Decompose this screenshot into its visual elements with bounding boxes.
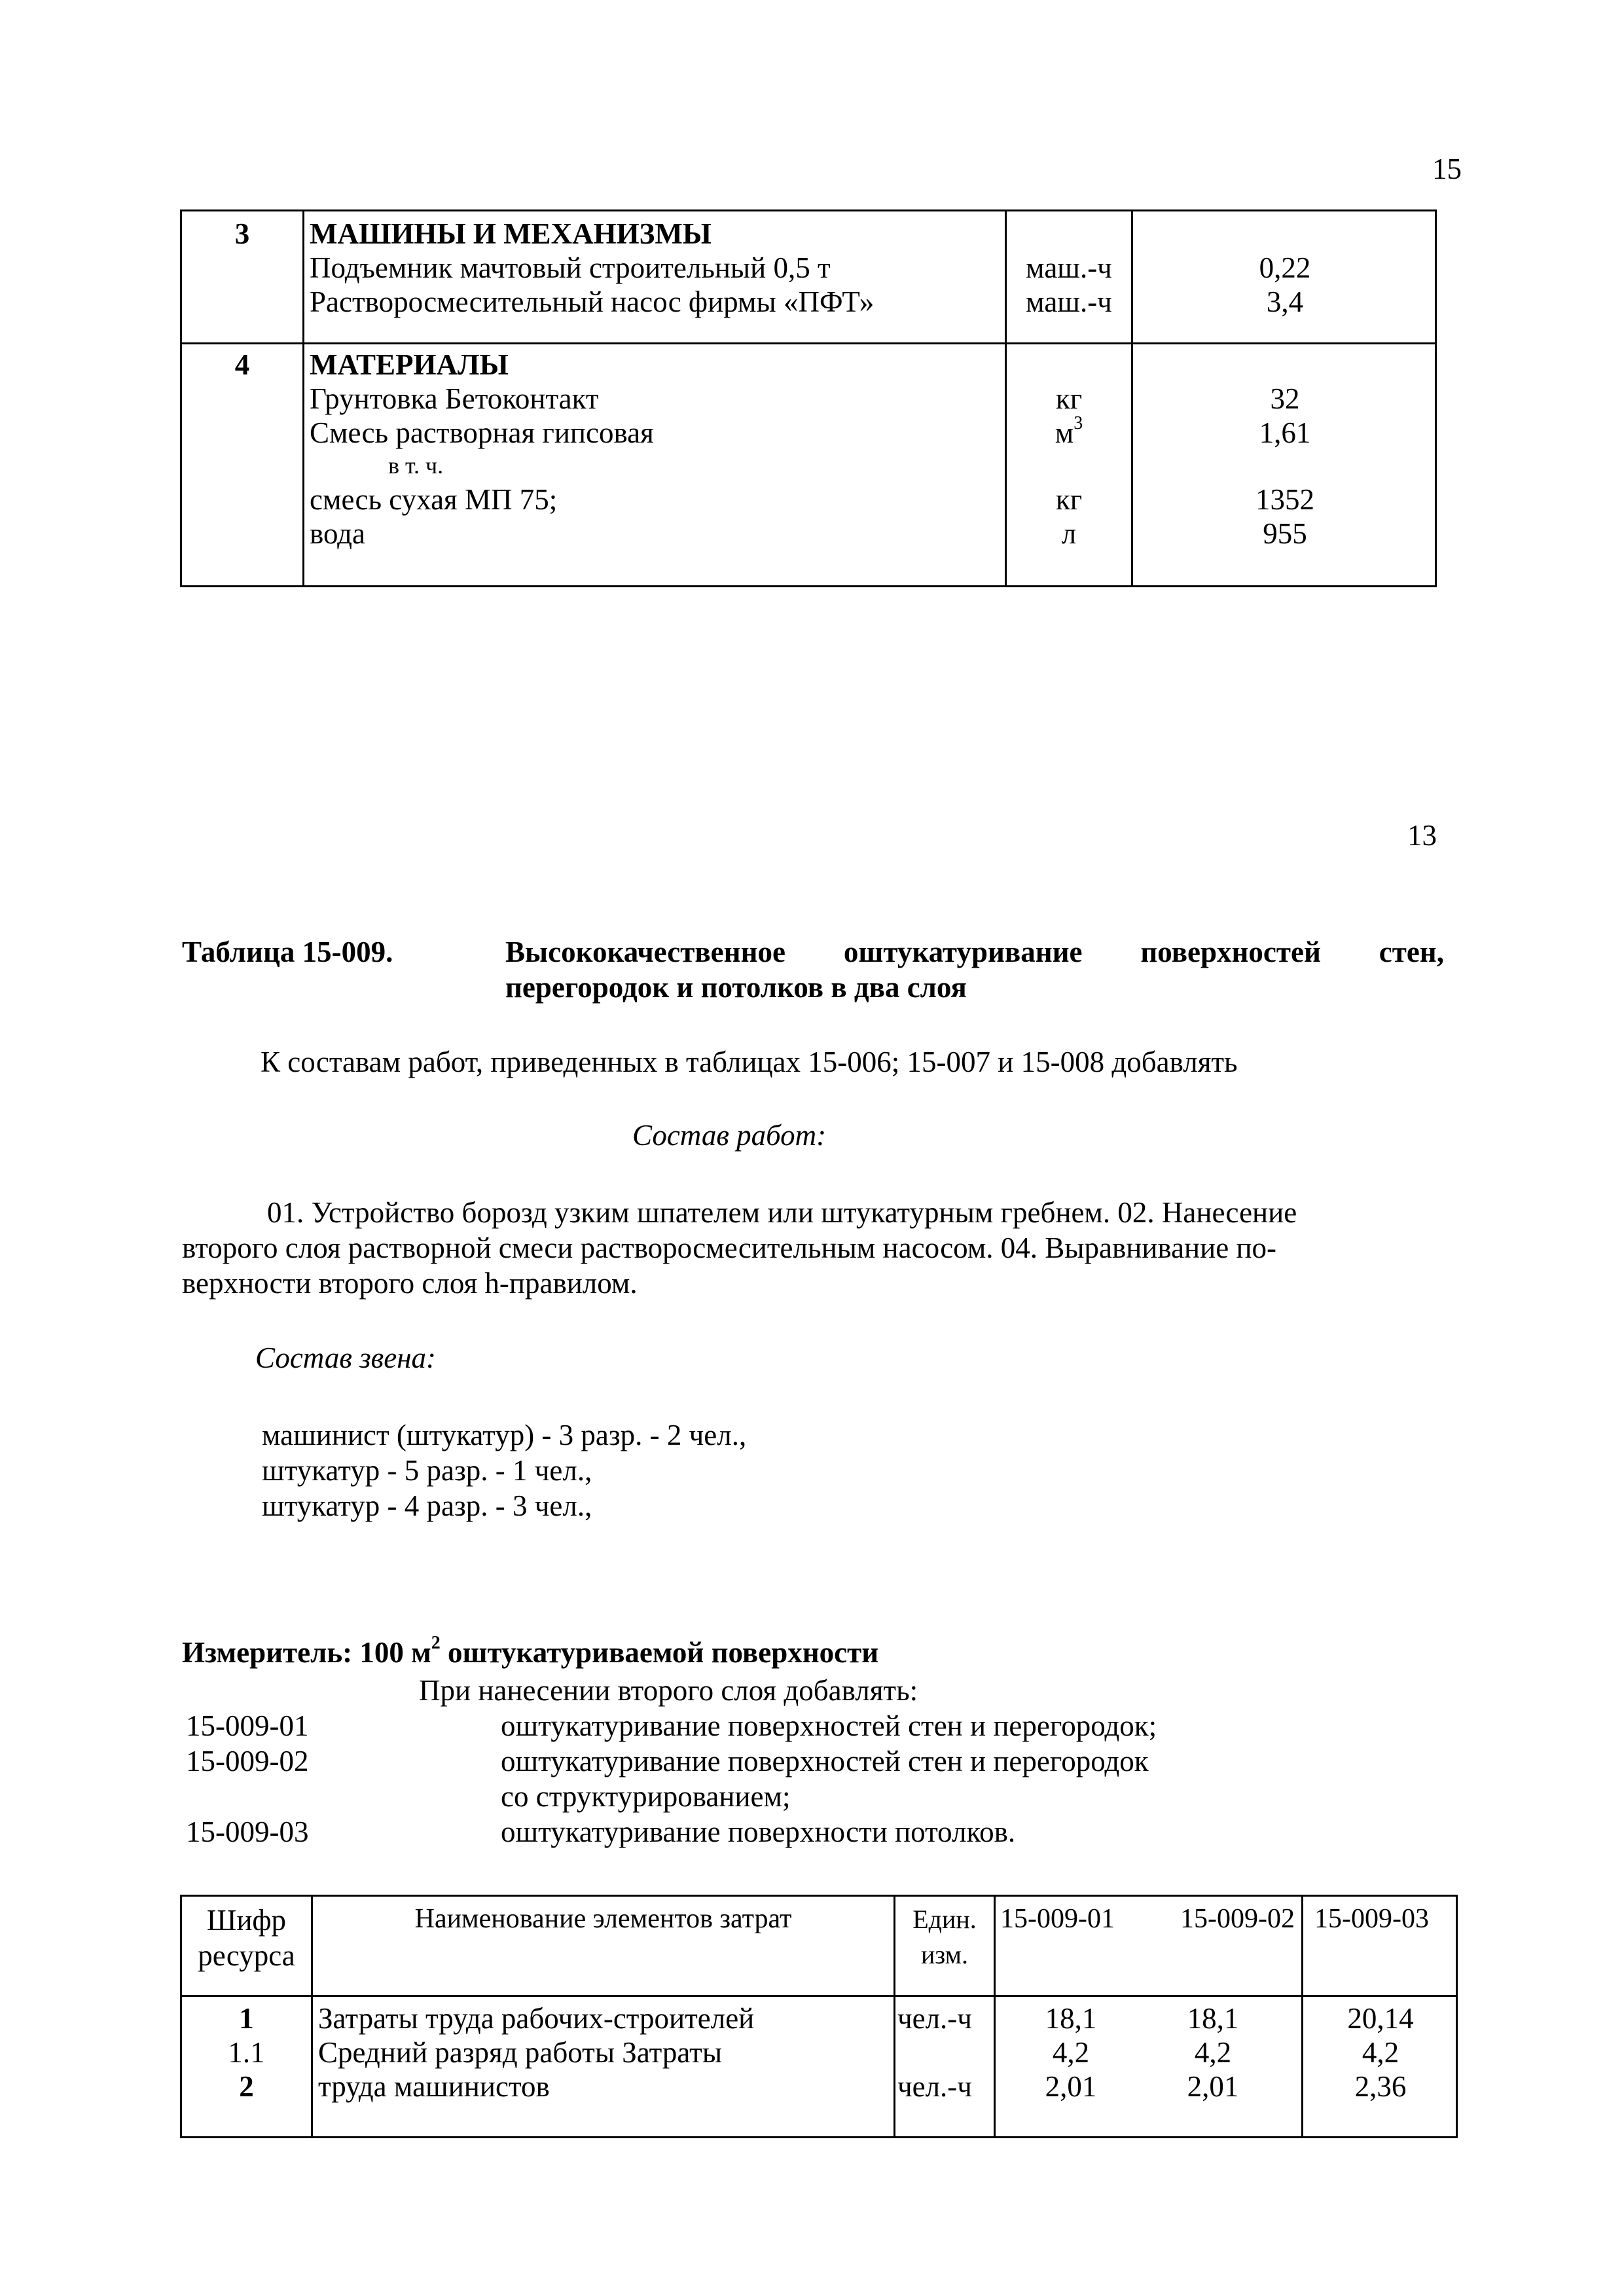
row-val-1: 18,1 [1045,2002,1097,2035]
resource-unit: кг [1055,382,1083,415]
table-divider [182,342,1435,344]
section-heading: МАШИНЫ И МЕХАНИЗМЫ [310,217,712,250]
resource-name: Подъемник мачтовый строительный 0,5 т [310,251,831,284]
header-unit-line1: Един. [912,1904,977,1934]
cost-table [180,1895,1458,2138]
work-text-line1: 01. Устройство борозд узким шпателем или штукатурным гребнем. 02. Нанесение [267,1196,1297,1229]
table-title-line1: Высококачественное оштукатуривание поверхностей стен, [505,936,1444,968]
page-number-mid: 13 [1407,819,1437,852]
table-divider [182,1995,1456,1997]
resource-name: Грунтовка Бетоконтакт [310,382,599,415]
crew-heading: Состав звена: [255,1341,436,1374]
row-name: Средний разряд работы Затраты [318,2036,723,2069]
resource-value: 1,61 [1259,416,1311,449]
row-unit: чел.-ч [897,2002,972,2035]
resource-value: 3,4 [1266,285,1304,318]
resources-table-top [180,210,1437,587]
code-description: оштукатуривание поверхностей стен и перегородок; [501,1709,1157,1742]
code-description: оштукатуривание поверхностей стен и перегородок [501,1745,1149,1777]
table-title-line2: перегородок и потолков в два слоя [505,971,967,1004]
crew-item: машинист (штукатур) - 3 разр. - 2 чел., [262,1419,747,1451]
resource-unit: кг [1055,483,1083,516]
row-val-3: 4,2 [1362,2036,1399,2069]
header-name: Наименование элементов затрат [414,1904,792,1934]
table-divider [302,211,304,585]
meter-line: Измеритель: 100 $м^2$ оштукатуриваемой поверхности [182,1633,879,1669]
row-val-1: 4,2 [1052,2036,1090,2069]
row-code: 1.1 [228,2036,265,2069]
row-val-1: 2,01 [1045,2070,1097,2103]
work-heading: Состав работ: [632,1119,827,1152]
code-description: оштукатуривание поверхности потолков. [501,1815,1016,1848]
resource-unit: $м^3$ [1055,413,1083,449]
resource-unit: л [1061,517,1077,550]
crew-item: штукатур - 5 разр. - 1 чел., [262,1454,592,1487]
header-col-3: 15-009-03 [1314,1904,1429,1934]
page-number-top: 15 [1432,153,1462,185]
resource-name: смесь сухая МП 75; [310,483,558,516]
resource-name: вода [310,517,366,550]
row-name: труда машинистов [318,2070,550,2103]
code-id: 15-009-01 [186,1709,309,1742]
row-val-3: 20,14 [1347,2002,1414,2035]
resource-name: Растворосмесительный насос фирмы «ПФТ» [310,285,875,318]
resource-value: 955 [1263,517,1307,550]
section-heading: МАТЕРИАЛЫ [310,348,509,381]
second-layer-note: При нанесении второго слоя добавлять: [419,1674,918,1707]
row-val-2: 2,01 [1187,2070,1239,2103]
row-val-3: 2,36 [1354,2070,1407,2103]
header-col-2: 15-009-02 [1180,1904,1295,1934]
resource-unit: маш.-ч [1026,251,1112,284]
resource-value: 32 [1270,382,1300,415]
section-number: 3 [234,217,250,250]
table-label: Таблица 15-009. [182,936,393,968]
header-code-line2: ресурса [198,1939,295,1972]
resource-unit: маш.-ч [1026,285,1112,318]
row-code: 1 [239,2002,254,2035]
section-number: 4 [234,348,250,381]
crew-item: штукатур - 4 разр. - 3 чел., [262,1489,592,1522]
row-code: 2 [239,2070,254,2103]
resource-subnote: в т. ч. [388,452,444,479]
work-text-line3: верхности второго слоя h-правилом. [182,1267,638,1300]
intro-text: К составам работ, приведенных в таблицах 15-006; 15-007 и 15-008 добавлять [261,1046,1238,1078]
row-name: Затраты труда рабочих-строителей [318,2002,755,2035]
row-val-2: 18,1 [1187,2002,1239,2035]
header-code-line1: Шифр [206,1904,287,1937]
code-id: 15-009-03 [186,1815,309,1848]
resource-name: Смесь растворная гипсовая [310,416,654,449]
header-col-1: 15-009-01 [1000,1904,1115,1934]
resource-value: 0,22 [1259,251,1311,284]
row-unit: чел.-ч [897,2070,972,2103]
code-id: 15-009-02 [186,1745,309,1777]
work-text-line2: второго слоя растворной смеси растворосмесительным насосом. 04. Выравнивание по- [182,1231,1277,1264]
row-val-2: 4,2 [1194,2036,1232,2069]
header-unit-line2: изм. [921,1940,968,1969]
code-description-cont: со структурированием; [501,1780,791,1813]
resource-value: 1352 [1255,483,1314,516]
